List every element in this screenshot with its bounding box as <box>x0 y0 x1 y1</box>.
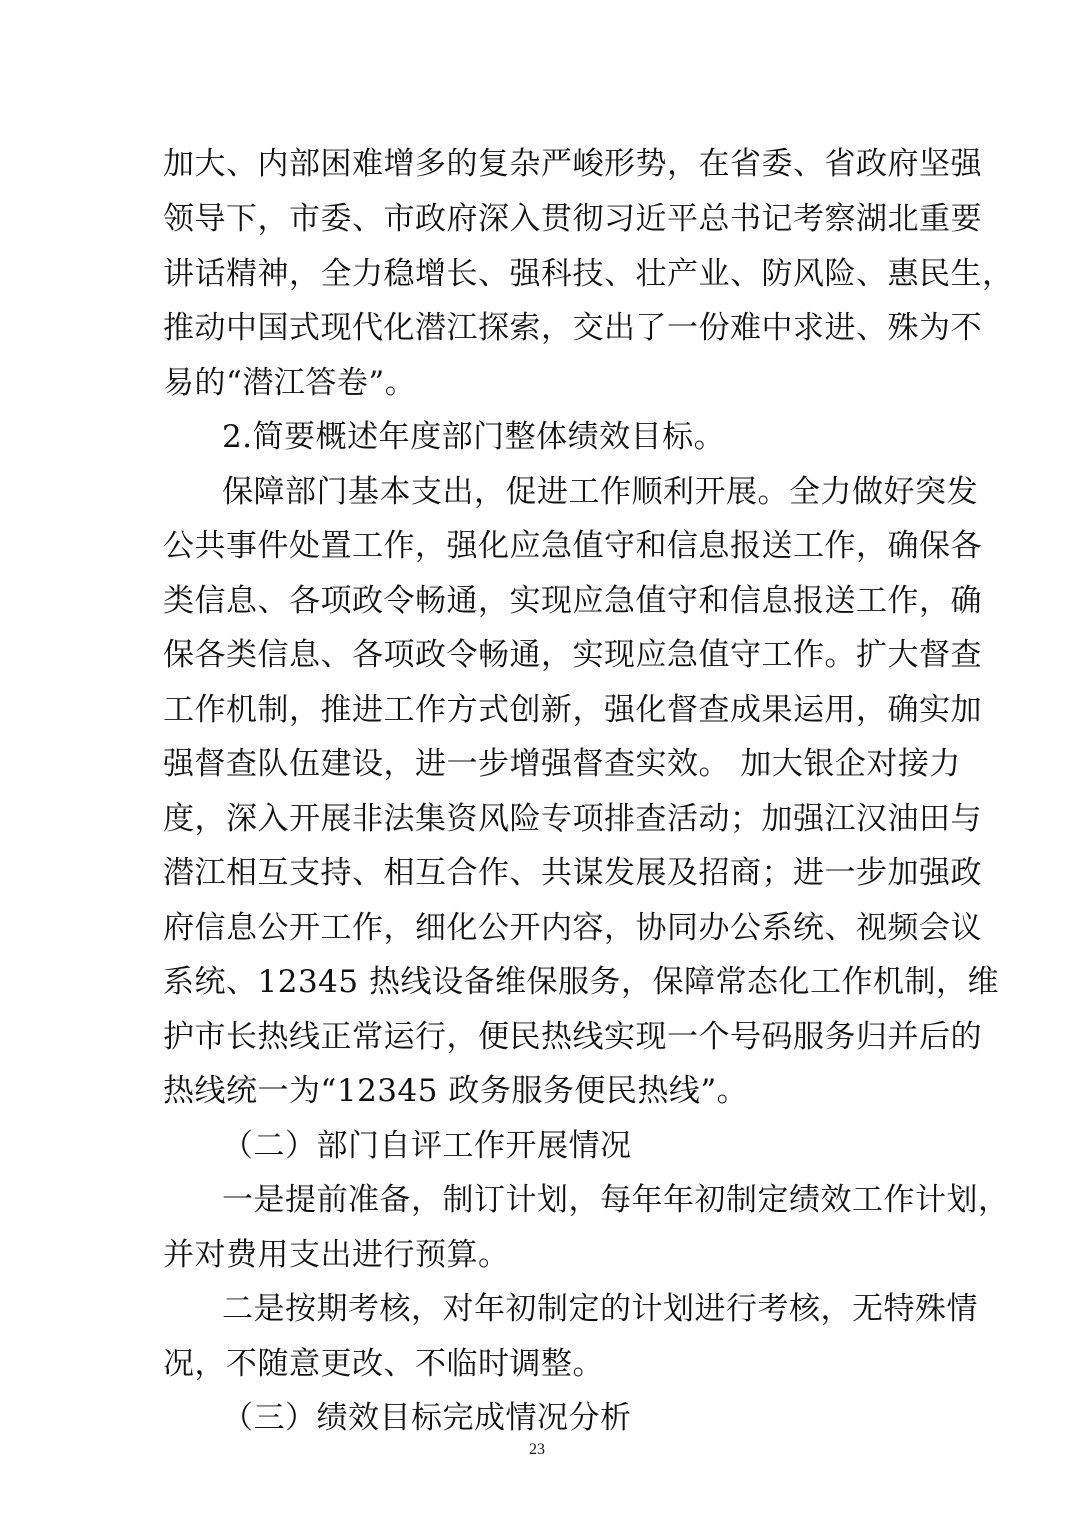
body-text-line: 护市长热线正常运行，便民热线实现一个号码服务归并后的 <box>163 1019 982 1055</box>
body-text-line: 热线统一为“12345 政务服务便民热线”。 <box>163 1073 749 1109</box>
paragraph-first-line: 保障部门基本支出，促进工作顺利开展。全力做好突发 <box>222 474 978 510</box>
body-text-line: 讲话精神，全力稳增长、强科技、壮产业、防风险、惠民生， <box>163 256 1014 292</box>
body-text-line: 况，不随意更改、不临时调整。 <box>163 1346 604 1382</box>
body-text-line: 加大、内部困难增多的复杂严峻形势，在省委、省政府坚强 <box>163 146 982 182</box>
body-text-line: 府信息公开工作，细化公开内容，协同办公系统、视频会议 <box>163 910 982 946</box>
page-number: 23 <box>529 1441 545 1458</box>
body-text-line: 强督查队伍建设，进一步增强督查实效。 加大银企对接力 <box>163 746 961 782</box>
body-text-line: 度，深入开展非法集资风险专项排查活动；加强江汉油田与 <box>163 801 982 837</box>
body-text-line: 推动中国式现代化潜江探索，交出了一份难中求进、殊为不 <box>163 310 982 346</box>
body-text-line: 公共事件处置工作，强化应急值守和信息报送工作，确保各 <box>163 528 982 564</box>
paragraph-first-line: 一是提前准备，制订计划，每年年初制定绩效工作计划， <box>222 1182 1010 1218</box>
body-text-line: 潜江相互支持、相互合作、共谋发展及招商；进一步加强政 <box>163 855 982 891</box>
body-text-line: 系统、12345 热线设备维保服务，保障常态化工作机制，维 <box>163 964 999 1000</box>
body-text-line: 领导下，市委、市政府深入贯彻习近平总书记考察湖北重要 <box>163 201 982 237</box>
section-heading: （二）部门自评工作开展情况 <box>222 1128 632 1164</box>
paragraph-first-line: 二是按期考核，对年初制定的计划进行考核，无特殊情 <box>222 1291 978 1327</box>
section-heading: 2.简要概述年度部门整体绩效目标。 <box>222 419 726 455</box>
body-text-line: 类信息、各项政令畅通，实现应急值守和信息报送工作，确 <box>163 583 982 619</box>
body-text-line: 保各类信息、各项政令畅通，实现应急值守工作。扩大督查 <box>163 637 982 673</box>
body-text-line: 并对费用支出进行预算。 <box>163 1237 510 1273</box>
body-text-line: 工作机制，推进工作方式创新，强化督查成果运用，确实加 <box>163 692 982 728</box>
body-text-line: 易的“潜江答卷”。 <box>163 365 417 401</box>
section-heading: （三）绩效目标完成情况分析 <box>222 1400 632 1436</box>
